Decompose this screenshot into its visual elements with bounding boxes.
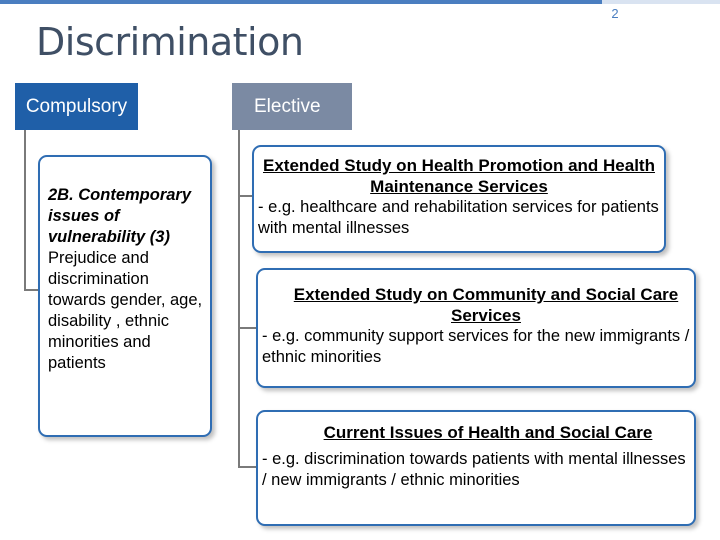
elective-card-title: Extended Study on Health Promotion and Health Maintenance Services	[263, 156, 655, 196]
elective-card-body: - e.g. healthcare and rehabilitation services for patients with mental illnesses	[258, 198, 659, 237]
top-accent-bar-light	[602, 0, 720, 4]
elective-connector-2	[238, 327, 258, 329]
elective-card-title: Current Issues of Health and Social Care	[323, 423, 653, 442]
elective-card-body: - e.g. community support services for the new immigrants / ethnic minorities	[262, 327, 690, 366]
elective-connector-vertical	[238, 130, 240, 467]
elective-tab: Elective	[232, 83, 352, 130]
elective-card-current-issues	[256, 410, 696, 526]
elective-card-title: Extended Study on Community and Social Care Services	[293, 285, 679, 325]
elective-card-body: - e.g. discrimination towards patients with mental illnesses / new immigrants / ethnic minorities	[262, 450, 686, 489]
slide-title: Discrimination	[36, 20, 304, 64]
compulsory-card-heading: 2B. Contemporary issues of vulnerability (3)	[48, 186, 192, 246]
elective-card-community-care	[256, 268, 696, 388]
compulsory-card-body: Prejudice and discrimination towards gender, age, disability , ethnic minorities and patients	[48, 249, 203, 372]
compulsory-connector-vertical	[24, 130, 26, 290]
compulsory-card	[38, 155, 212, 437]
compulsory-tab: Compulsory	[15, 83, 138, 130]
top-accent-bar	[0, 0, 602, 4]
page-number: 2	[611, 6, 619, 21]
elective-card-health-promotion	[252, 145, 666, 253]
elective-connector-3	[238, 466, 258, 468]
